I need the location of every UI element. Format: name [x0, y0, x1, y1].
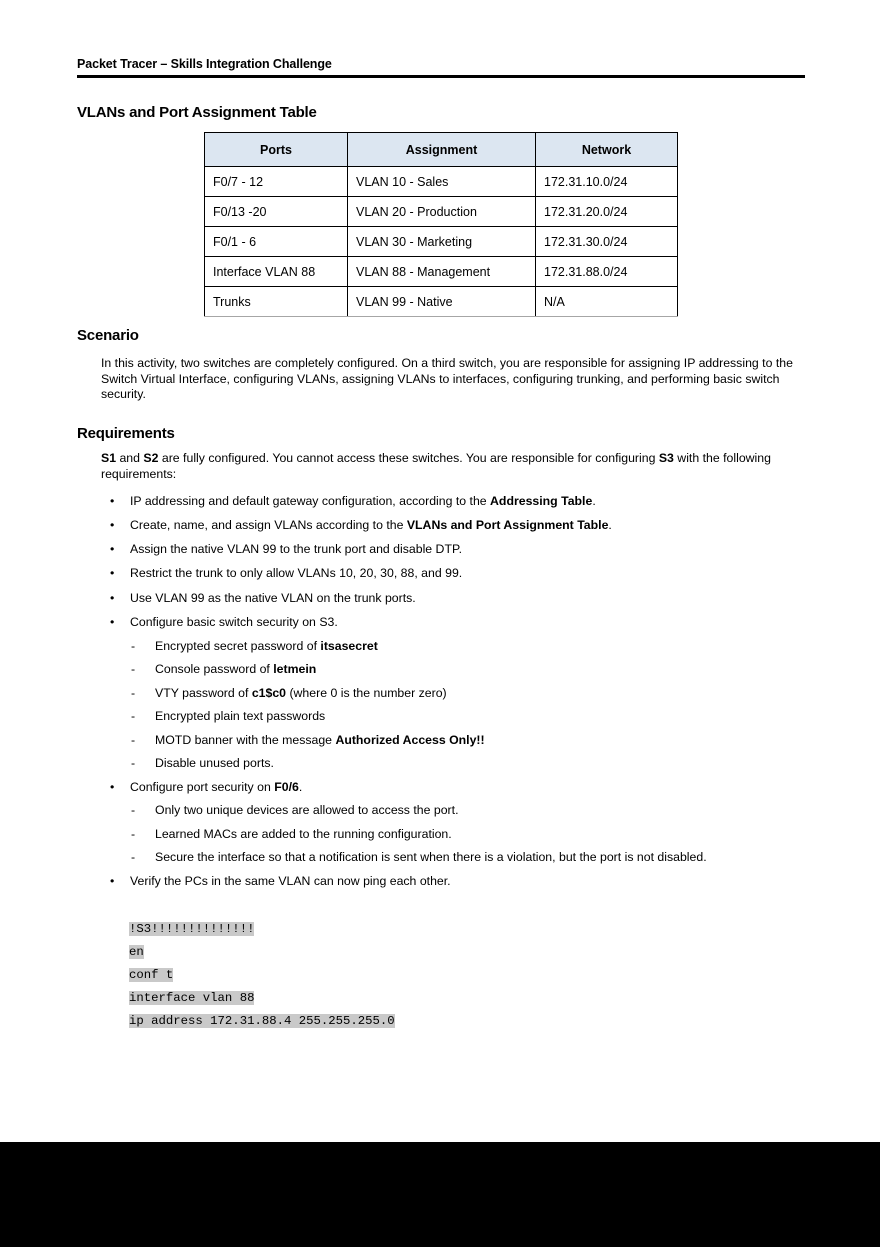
- cell-network: 172.31.10.0/24: [536, 167, 678, 197]
- dash-marker-icon: -: [131, 639, 136, 653]
- text-after: (where 0 is the number zero): [286, 686, 447, 700]
- cell-network: 172.31.30.0/24: [536, 227, 678, 257]
- document-header-title: Packet Tracer – Skills Integration Challenge: [77, 57, 332, 71]
- list-item-text: [130, 615, 810, 631]
- text-before: MOTD banner with the message: [155, 733, 336, 747]
- scenario-paragraph: In this activity, two switches are completely configured. On a third switch, you are responsible for assigning IP addressing to the Switch Virtual Interface, configuring VLANs, assigning VLANs to interfaces, configuring trunking, and performing basic switch security.: [101, 356, 793, 401]
- text-after: .: [298, 780, 303, 794]
- sub-list-item: [131, 709, 821, 725]
- dash-marker-icon: -: [131, 686, 136, 700]
- intro-suffix: with the following requirements:: [101, 451, 771, 481]
- sub-list-item: [131, 662, 821, 678]
- sub-list-item-text: [155, 733, 821, 749]
- text-before: Encrypted plain text passwords: [155, 709, 326, 723]
- sub-list-item: [131, 733, 821, 749]
- list-item: [110, 494, 810, 510]
- table-row: [205, 287, 678, 317]
- section-heading-requirements: Requirements: [77, 425, 175, 442]
- cell-ports: F0/7 - 12: [205, 167, 348, 197]
- intro-bold-s3: S3: [658, 451, 674, 465]
- sub-list-item: [131, 803, 821, 819]
- intro-bold-s1: S1: [101, 451, 117, 465]
- dash-marker-icon: -: [131, 709, 136, 723]
- bullet-marker-icon: •: [110, 566, 115, 580]
- text-before: IP addressing and default gateway configuration, according to the: [130, 494, 491, 508]
- text-bold: F0/6: [274, 780, 299, 794]
- text-before: Learned MACs are added to the running configuration.: [155, 827, 452, 841]
- text-before: Console password of: [155, 662, 274, 676]
- dash-marker-icon: -: [131, 850, 136, 864]
- cell-network: 172.31.88.0/24: [536, 257, 678, 287]
- intro-mid-1: and: [116, 451, 144, 465]
- sub-list-item: [131, 686, 821, 702]
- list-item-text: [130, 780, 810, 796]
- dash-marker-icon: -: [131, 662, 136, 676]
- bullet-marker-icon: •: [110, 542, 115, 556]
- cell-ports: F0/13 -20: [205, 197, 348, 227]
- list-item: [110, 566, 810, 582]
- code-line: [129, 1010, 395, 1033]
- text-before: Only two unique devices are allowed to access the port.: [155, 803, 459, 817]
- code-line: [129, 987, 395, 1010]
- dash-marker-icon: -: [131, 756, 136, 770]
- code-line: [129, 941, 395, 964]
- cell-assignment: VLAN 10 - Sales: [348, 167, 536, 197]
- dash-marker-icon: -: [131, 803, 136, 817]
- sub-list-item-text: [155, 686, 821, 702]
- sub-list-item-text: [155, 662, 821, 678]
- text-before: Create, name, and assign VLANs according to the: [130, 518, 407, 532]
- code-line-text: interface vlan 88: [129, 991, 255, 1005]
- text-bold: Addressing Table: [490, 494, 593, 508]
- sub-list-item: [131, 850, 821, 866]
- dash-marker-icon: -: [131, 827, 136, 841]
- list-item-text: [130, 591, 810, 607]
- column-header-assignment: Assignment: [348, 133, 536, 167]
- list-item: [110, 518, 810, 534]
- cell-assignment: VLAN 99 - Native: [348, 287, 536, 317]
- text-before: Encrypted secret password of: [155, 639, 321, 653]
- cell-assignment: VLAN 20 - Production: [348, 197, 536, 227]
- header-rule: [77, 75, 805, 78]
- intro-mid-2: are fully configured. You cannot access these switches. You are responsible for configuring: [158, 451, 659, 465]
- list-item-text: [130, 566, 810, 582]
- cell-ports: F0/1 - 6: [205, 227, 348, 257]
- list-item: [110, 874, 810, 890]
- text-bold: Authorized Access Only!!: [335, 733, 485, 747]
- list-item-text: [130, 874, 810, 890]
- sub-list-item-text: [155, 639, 821, 655]
- code-line-text: conf t: [129, 968, 174, 982]
- sub-list-item-text: [155, 827, 821, 843]
- document-header: [77, 56, 805, 78]
- list-item: [110, 615, 810, 631]
- section-heading-scenario: Scenario: [77, 327, 139, 344]
- sub-list-item-text: [155, 756, 821, 772]
- bullet-marker-icon: •: [110, 518, 115, 532]
- cell-network: N/A: [536, 287, 678, 317]
- text-bold: itsasecret: [320, 639, 378, 653]
- text-before: Configure port security on: [130, 780, 275, 794]
- list-item-text: [130, 494, 810, 510]
- cell-ports: Trunks: [205, 287, 348, 317]
- column-header-ports: Ports: [205, 133, 348, 167]
- cell-ports: Interface VLAN 88: [205, 257, 348, 287]
- sub-list-item-text: [155, 803, 821, 819]
- bullet-marker-icon: •: [110, 494, 115, 508]
- text-bold: letmein: [273, 662, 317, 676]
- sub-list-item: [131, 639, 821, 655]
- bullet-marker-icon: •: [110, 591, 115, 605]
- bullet-marker-icon: •: [110, 615, 115, 629]
- text-before: Secure the interface so that a notification is sent when there is a violation, but the port is not disabled.: [155, 850, 707, 864]
- sub-list-item: [131, 756, 821, 772]
- requirements-intro: [101, 451, 801, 482]
- page-bottom-band: [0, 1142, 880, 1247]
- text-before: VTY password of: [155, 686, 252, 700]
- table-row: [205, 257, 678, 287]
- list-item: [110, 542, 810, 558]
- text-before: Assign the native VLAN 99 to the trunk port and disable DTP.: [130, 542, 462, 556]
- text-before: Disable unused ports.: [155, 756, 274, 770]
- cli-code-block: [129, 918, 395, 1033]
- section-heading-vlan-table: VLANs and Port Assignment Table: [77, 104, 317, 121]
- code-line: [129, 964, 395, 987]
- table-row: [205, 227, 678, 257]
- text-before: Configure basic switch security on S3.: [130, 615, 338, 629]
- table-row: [205, 167, 678, 197]
- sub-list-item-text: [155, 709, 821, 725]
- bullet-marker-icon: •: [110, 874, 115, 888]
- text-after: .: [608, 518, 612, 532]
- bullet-marker-icon: •: [110, 780, 115, 794]
- cell-assignment: VLAN 30 - Marketing: [348, 227, 536, 257]
- code-line-text: !S3!!!!!!!!!!!!!!: [129, 922, 255, 936]
- cell-assignment: VLAN 88 - Management: [348, 257, 536, 287]
- intro-bold-s2: S2: [143, 451, 159, 465]
- code-line-text: ip address 172.31.88.4 255.255.255.0: [129, 1014, 395, 1028]
- text-before: Restrict the trunk to only allow VLANs 10, 20, 30, 88, and 99.: [130, 566, 463, 580]
- sub-list-item-text: [155, 850, 821, 866]
- text-before: Use VLAN 99 as the native VLAN on the trunk ports.: [130, 591, 416, 605]
- list-item-text: [130, 518, 810, 534]
- column-header-network: Network: [536, 133, 678, 167]
- list-item: [110, 591, 810, 607]
- list-item: [110, 780, 810, 796]
- list-item-text: [130, 542, 810, 558]
- code-line-text: en: [129, 945, 144, 959]
- text-after: .: [592, 494, 596, 508]
- cell-network: 172.31.20.0/24: [536, 197, 678, 227]
- code-line: [129, 918, 395, 941]
- table-header-row: [205, 133, 678, 167]
- text-bold: VLANs and Port Assignment Table: [406, 518, 609, 532]
- dash-marker-icon: -: [131, 733, 136, 747]
- table-row: [205, 197, 678, 227]
- sub-list-item: [131, 827, 821, 843]
- text-bold: c1$c0: [251, 686, 287, 700]
- vlans-and-port-assignment-table: [204, 132, 678, 317]
- text-before: Verify the PCs in the same VLAN can now ping each other.: [130, 874, 451, 888]
